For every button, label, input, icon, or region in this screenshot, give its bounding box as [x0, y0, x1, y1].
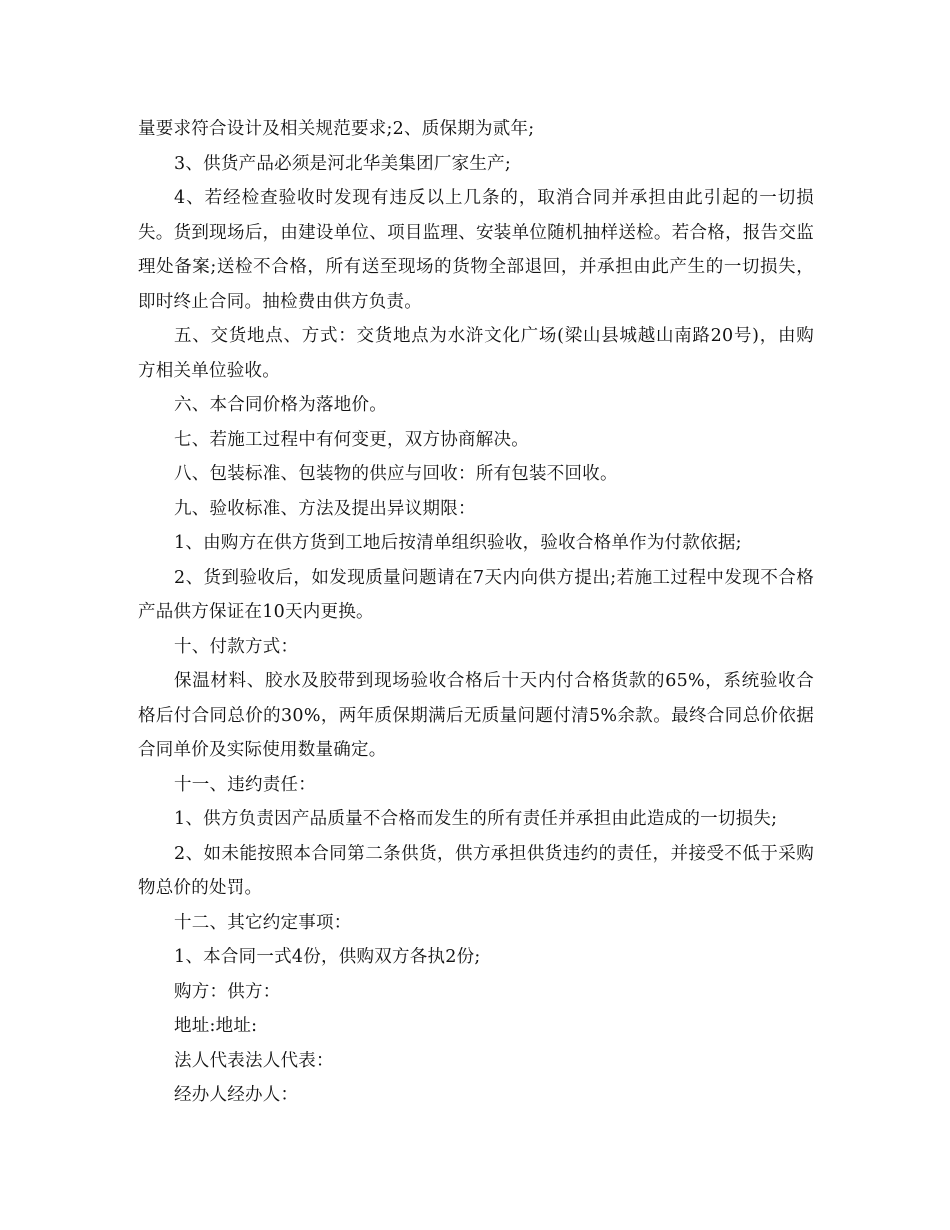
- signature-address: 地址:地址:: [174, 1016, 258, 1036]
- paragraph-quality-warranty: 量要求符合设计及相关规范要求;2、质保期为贰年;: [138, 119, 535, 139]
- paragraph-change-terms: 七、若施工过程中有何变更，双方协商解决。: [174, 429, 529, 450]
- signature-parties: 购方：供方：: [174, 981, 281, 1002]
- section-heading-acceptance: 九、验收标准、方法及提出异议期限：: [174, 498, 476, 519]
- paragraph-delivery-location: 五、交货地点、方式：交货地点为水浒文化广场(梁山县城越山南路20号)，由购方相关单位验收。: [138, 326, 814, 381]
- signature-legal-representative: 法人代表法人代表：: [174, 1050, 334, 1071]
- paragraph-price-terms: 六、本合同价格为落地价。: [174, 395, 387, 415]
- paragraph-packaging-terms: 八、包装标准、包装物的供应与回收：所有包装不回收。: [174, 464, 618, 484]
- section-heading-liability: 十一、违约责任：: [174, 774, 316, 795]
- paragraph-copies: 1、本合同一式4份，供购双方各执2份;: [174, 947, 481, 967]
- paragraph-acceptance-1: 1、由购方在供方货到工地后按清单组织验收，验收合格单作为付款依据;: [174, 533, 742, 553]
- paragraph-acceptance-2: 2、货到验收后，如发现质量问题请在7天内向供方提出;若施工过程中发现不合格产品供方保证在10天内更换。: [138, 567, 814, 622]
- section-heading-other-terms: 十二、其它约定事项：: [174, 912, 352, 933]
- signature-handler: 经办人经办人：: [174, 1085, 299, 1105]
- paragraph-liability-1: 1、供方负责因产品质量不合格而发生的所有责任并承担由此造成的一切损失;: [174, 809, 778, 829]
- section-heading-payment: 十、付款方式：: [174, 636, 299, 657]
- document-body: [138, 112, 814, 1113]
- paragraph-payment-terms: 保温材料、胶水及胶带到现场验收合格后十天内付合格货款的65%，系统验收合格后付合同总价的30%，两年质保期满后无质量问题付清5%余款。最终合同总价依据合同单价及实际使用数量确定。: [138, 671, 814, 760]
- paragraph-liability-2: 2、如未能按照本合同第二条供货，供方承担供货违约的责任，并接受不低于采购物总价的处罚。: [138, 843, 814, 898]
- paragraph-supplier-requirement: 3、供货产品必须是河北华美集团厂家生产;: [174, 153, 512, 174]
- paragraph-inspection-terms: 4、若经检查验收时发现有违反以上几条的，取消合同并承担由此引起的一切损失。货到现场后，由建设单位、项目监理、安装单位随机抽样送检。若合格，报告交监理处备案;送检不合格，所有送至现场的货物全部退回，并承担由此产生的一切损失，即时终止合同。抽检费由供方负责。: [138, 188, 814, 312]
